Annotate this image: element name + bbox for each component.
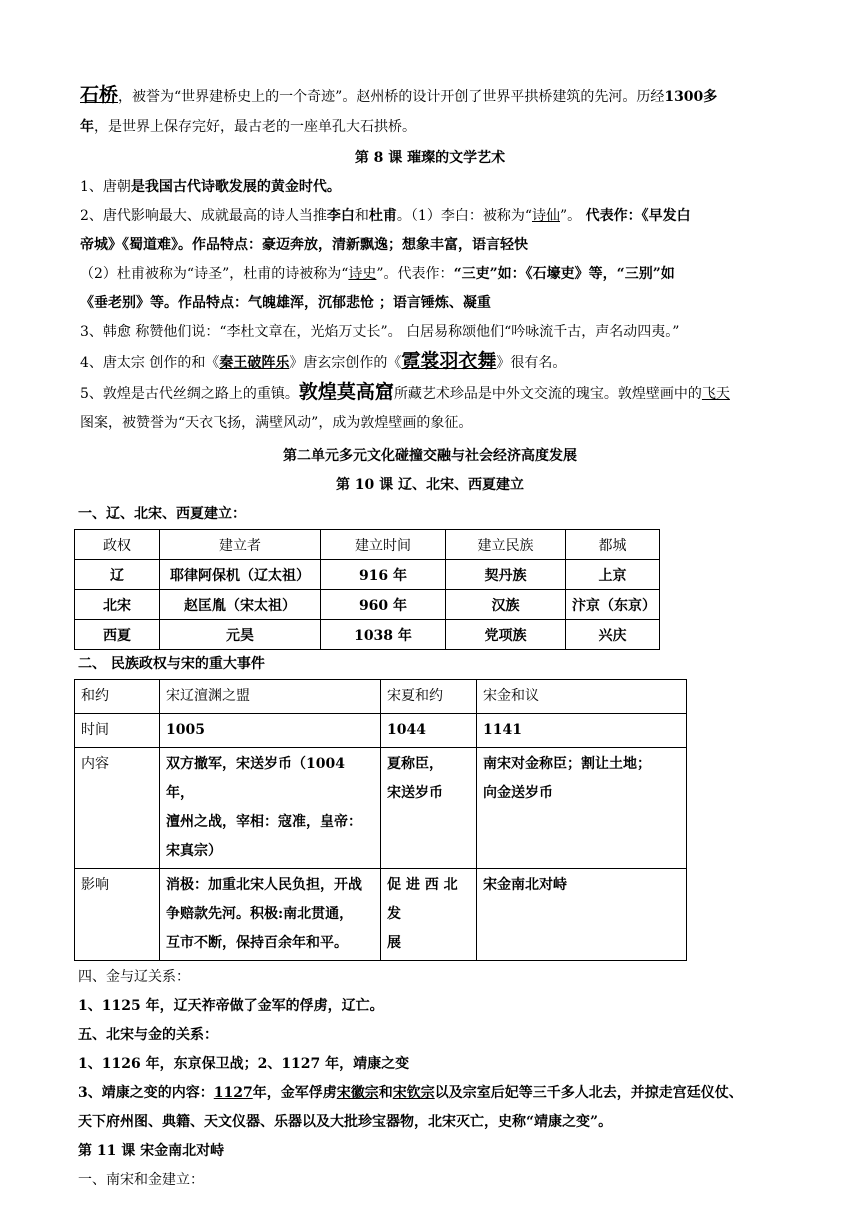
table-cell: 契丹族 [446,560,566,590]
huizong: 宋徽宗 [336,1085,379,1101]
table-row [75,714,687,748]
table-row [75,869,687,961]
table-cell: 西夏 [75,620,160,650]
table-row [75,560,660,590]
text: 2、唐代影响最大、成就最高的诗人当推 [80,208,327,224]
treaties-table [74,679,687,961]
section5-p1: 1、1126 年，东京保卫战；2、1127 年，靖康之变 [78,1056,410,1072]
intro-text-2: ，是世界上保存完好，最古老的一座单孔大石拱桥。 [94,119,416,135]
shixian: 诗仙 [531,208,560,224]
row-label: 影响 [75,869,160,961]
table-row [75,590,660,620]
table-cell: 1141 [477,714,687,748]
section1-title: 一、辽、北宋、西夏建立： [78,506,246,522]
row-label: 内容 [75,748,160,869]
header-cell: 建立时间 [321,530,446,560]
cell-line: 展 [387,935,401,951]
table-cell: 辽 [75,560,160,590]
lesson8-p4: 3、韩愈 称赞他们说：“李杜文章在，光焰万丈长”。 白居易称颂他们“吟咏流千古，声名动四夷。” [80,324,680,340]
header-cell: 建立民族 [446,530,566,560]
intro-text: ，被誉为“世界建桥史上的一个奇迹”。赵州桥的设计开创了世界平拱桥建筑的先河。历经 [118,89,665,105]
dufu: 杜甫 [368,208,397,224]
intro-year-word: 年 [80,119,94,135]
section5-p2b: 天下府州图、典籍、天文仪器、乐器以及大批珍宝器物，北宋灭亡，史称“靖康之变”。 [78,1114,613,1130]
regimes-table [74,529,660,650]
section2-title: 二、 民族政权与宋的重大事件 [78,656,265,672]
header-cell: 宋辽澶渊之盟 [160,680,381,714]
cell-line: 宋送岁币 [387,785,443,801]
text: 1、唐朝 [80,179,131,195]
lesson11-p1: 一、南宋和金建立： [78,1172,204,1188]
mogaoku: 敦煌莫高窟 [298,381,394,403]
table-cell: 916 年 [321,560,446,590]
text: 。（1）李白：被称为“ [396,208,532,224]
text: （2）杜甫被称为“诗圣”，杜甫的诗被称为“ [80,266,349,282]
lesson11-title: 第 11 课 宋金南北对峙 [78,1143,225,1159]
table-cell: 1044 [381,714,477,748]
row-label: 时间 [75,714,160,748]
cell-line: 南宋对金称臣；割让土地； [483,756,651,772]
table-row [75,620,660,650]
section5-title: 五、北宋与金的关系： [78,1027,218,1043]
text-bold: 代表作：《早发白 [585,208,691,224]
section5-p2 [78,1079,780,1108]
intro-years: 1300 [664,89,704,105]
table-cell: 元昊 [160,620,321,650]
qinzong: 宋钦宗 [392,1085,435,1101]
header-cell: 建立者 [160,530,321,560]
table-cell: 汴京（东京） [566,590,660,620]
cell-line: 宋真宗） [166,843,222,859]
table-header-row [75,680,687,714]
keyword-shiqiao: 石桥 [80,84,119,106]
table-cell: 汉族 [446,590,566,620]
text: 3、靖康之变的内容： [78,1085,214,1101]
shishi: 诗史 [348,266,377,282]
lesson8-p1 [80,173,780,202]
lesson8-p6b: 图案，被赞誉为“天衣飞扬，满壁风动”，成为敦煌壁画的象征。 [80,415,473,431]
section4-p1: 1、1125 年，辽天祚帝做了金军的俘虏，辽亡。 [78,998,384,1014]
cell-line: 澶州之战，宰相：寇准，皇帝： [166,814,362,830]
lesson8-p3 [80,260,780,289]
table-header-row [75,530,660,560]
text: 》很有名。 [496,355,567,371]
text-bold: 是我国古代诗歌发展的黄金时代。 [130,179,341,195]
cell-line: 宋金南北对峙 [483,877,567,893]
lesson8-p6 [80,378,780,409]
lesson10-title: 第 10 课 辽、北宋、西夏建立 [335,477,525,493]
table-cell [160,748,381,869]
header-cell: 政权 [75,530,160,560]
table-cell: 上京 [566,560,660,590]
year-1127: 1127 [213,1085,253,1101]
table-cell: 兴庆 [566,620,660,650]
text: 所藏艺术珍品是中外文交流的瑰宝。敦煌壁画中的 [393,386,702,402]
text: 年，金军俘虏 [252,1085,337,1101]
cell-line: 双方撤军，宋送岁币（1004 年， [166,756,345,801]
lesson8-title: 第 8 课 璀璨的文学艺术 [354,150,506,166]
table-cell: 党项族 [446,620,566,650]
table-cell [477,869,687,961]
libai: 李白 [326,208,355,224]
table-cell [477,748,687,869]
header-cell: 都城 [566,530,660,560]
cell-line: 促 进 西 北 发 [387,877,458,922]
unit2-title: 第二单元多元文化碰撞交融与社会经济高度发展 [283,448,577,464]
cell-line: 消极：加重北宋人民负担，开战 [166,877,362,893]
lesson8-p2 [80,202,780,231]
text: ”。 [559,208,586,224]
table-cell: 北宋 [75,590,160,620]
table-cell [160,869,381,961]
table-cell: 耶律阿保机（辽太祖） [160,560,321,590]
text: 5、敦煌是古代丝绸之路上的重镇。 [80,386,299,402]
intro-line-2 [80,113,780,142]
feitian: 飞天 [701,386,730,402]
table-cell [381,748,477,869]
document-page [80,80,780,1195]
text: 》唐玄宗创作的《 [289,355,402,371]
text-bold: “三吏”如：《石壕吏》等，“三别”如 [453,266,675,282]
lesson8-p2b: 帝城》《蜀道难》。作品特点：豪迈奔放，清新飘逸；想象丰富，语言轻快 [80,237,528,253]
table-cell [381,869,477,961]
text: 和 [378,1085,393,1101]
header-cell: 宋金和议 [477,680,687,714]
text: 4、唐太宗 创作的和《 [80,355,220,371]
cell-line: 互市不断，保持百余年和平。 [166,935,348,951]
section4-title: 四、金与辽关系： [78,969,190,985]
table-cell: 1038 年 [321,620,446,650]
text: ”。代表作： [376,266,454,282]
header-cell: 和约 [75,680,160,714]
nichang: 霓裳羽衣舞 [401,350,497,372]
cell-line: 向金送岁币 [483,785,553,801]
table-cell: 960 年 [321,590,446,620]
header-cell: 宋夏和约 [381,680,477,714]
table-cell: 赵匡胤（宋太祖） [160,590,321,620]
cell-line: 争赔款先河。积极:南北贯通， [166,906,354,922]
qinwang: 秦王破阵乐 [219,355,290,371]
text: 和 [354,208,369,224]
intro-line-1 [80,80,780,113]
text: 以及宗室后妃等三千多人北去，并掠走宫廷仪仗、 [434,1085,743,1101]
lesson8-p5 [80,347,780,378]
table-cell: 1005 [160,714,381,748]
cell-line: 夏称臣， [387,756,443,772]
table-row [75,748,687,869]
intro-tail: 多 [703,89,718,105]
lesson8-p3b: 《垂老别》等。作品特点：气魄雄浑，沉郁悲怆 ；语言锤炼、凝重 [80,295,491,311]
